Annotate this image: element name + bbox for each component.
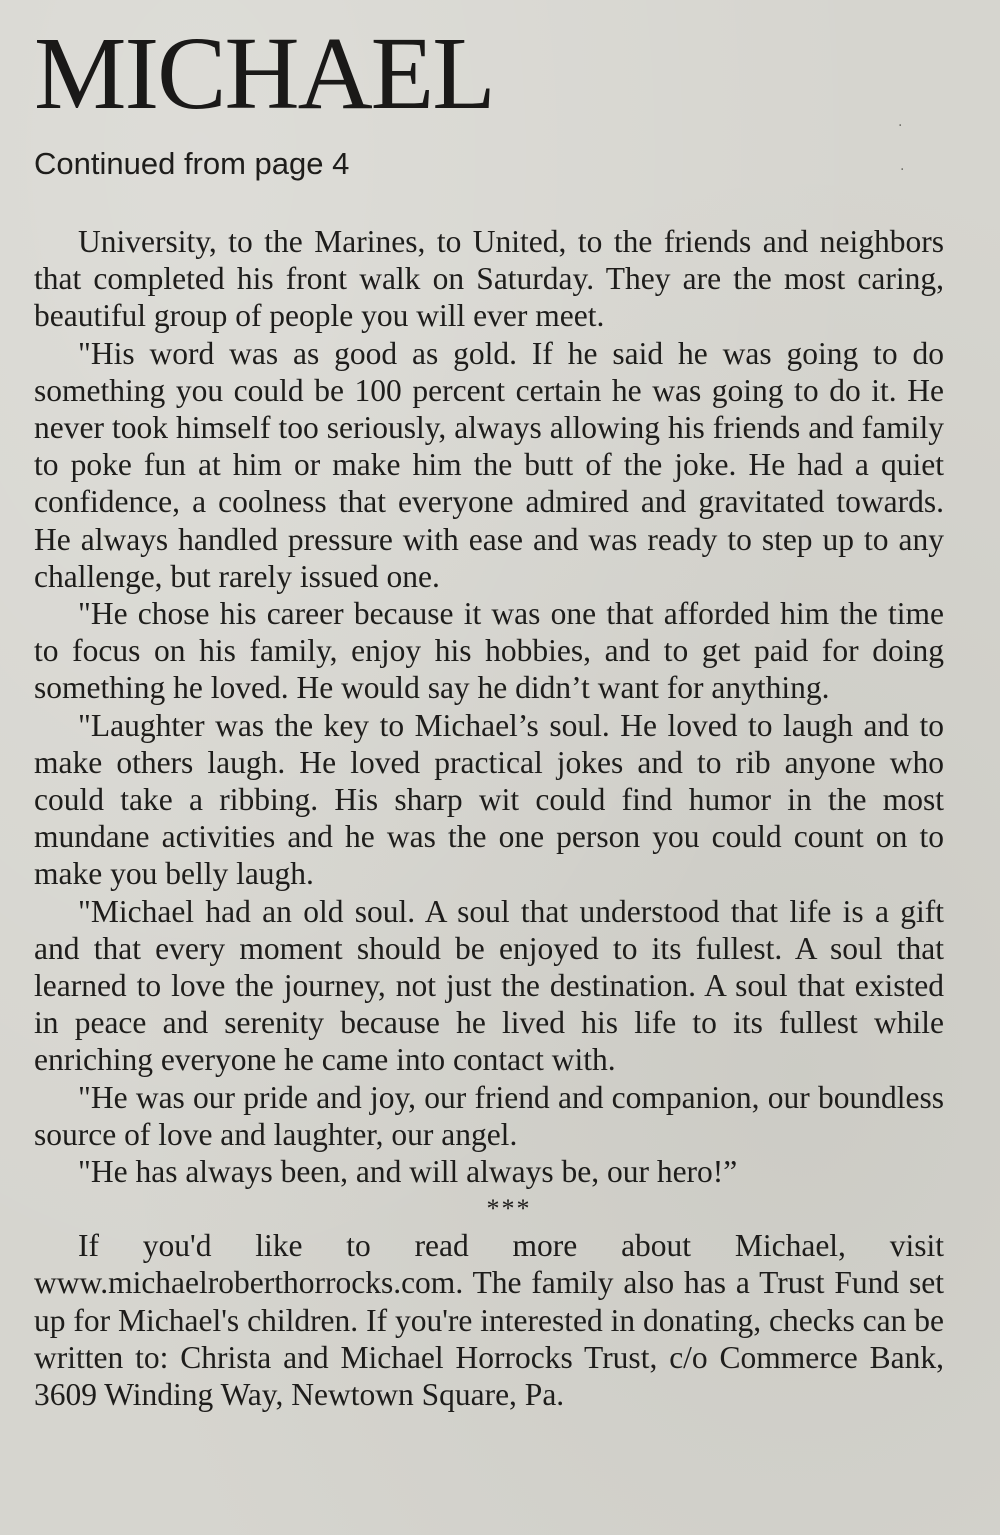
paragraph: "His word was as good as gold. If he said he was going to do something you could be 100 percent certain he was going to do it. He never took himself too seriously, always allowing his friends and family to poke fun at him or make him the butt of the joke. He had a quiet confidence, a coolness that everyone admired and gravitated towards. He always handled pressure with ease and was ready to step up to any challenge, but rarely issued one. <box>34 335 944 594</box>
paragraph: "He chose his career because it was one that afforded him the time to focus on his family, enjoy his hobbies, and to get paid for doing something he loved. He would say he didn’t want for anything. <box>34 596 944 706</box>
article <box>34 0 944 1535</box>
paragraph: "Michael had an old soul. A soul that understood that life is a gift and that every moment should be enjoyed to its fullest. A soul that learned to love the journey, not just the destination. A soul that existed in peace and serenity because he lived his life to its fullest while enriching everyone he came into contact with. <box>34 893 944 1078</box>
print-speck: · <box>900 162 905 178</box>
paragraph: University, to the Marines, to United, to the friends and neighbors that completed his front walk on Saturday. They are the most caring, beautiful group of people you will ever meet. <box>34 224 944 334</box>
paragraph: "Laughter was the key to Michael’s soul. He loved to laugh and to make others laugh. He loved practical jokes and to rib anyone who could take a ribbing. His sharp wit could find humor in the most mundane activities and he was the one person you could count on to make you belly laugh. <box>34 707 944 892</box>
closing-paragraph: If you'd like to read more about Michael, visit www.michaelroberthorrocks.com. The family also has a Trust Fund set up for Michael's children. If you're interested in donating, checks can be written to: Christa and Michael Horrocks Trust, c/o Commerce Bank, 3609 Winding Way, Newtown Square, Pa. <box>34 1228 944 1413</box>
paragraph: "He has always been, and will always be, our hero!” <box>78 1154 738 1190</box>
continued-line: Continued from page 4 <box>34 146 350 181</box>
print-speck: · <box>898 118 903 134</box>
paragraph: "He was our pride and joy, our friend and companion, our boundless source of love and laughter, our angel. <box>34 1079 944 1152</box>
headline: MICHAEL <box>34 16 494 131</box>
article-body <box>34 223 944 1413</box>
section-separator: *** <box>486 1194 532 1224</box>
